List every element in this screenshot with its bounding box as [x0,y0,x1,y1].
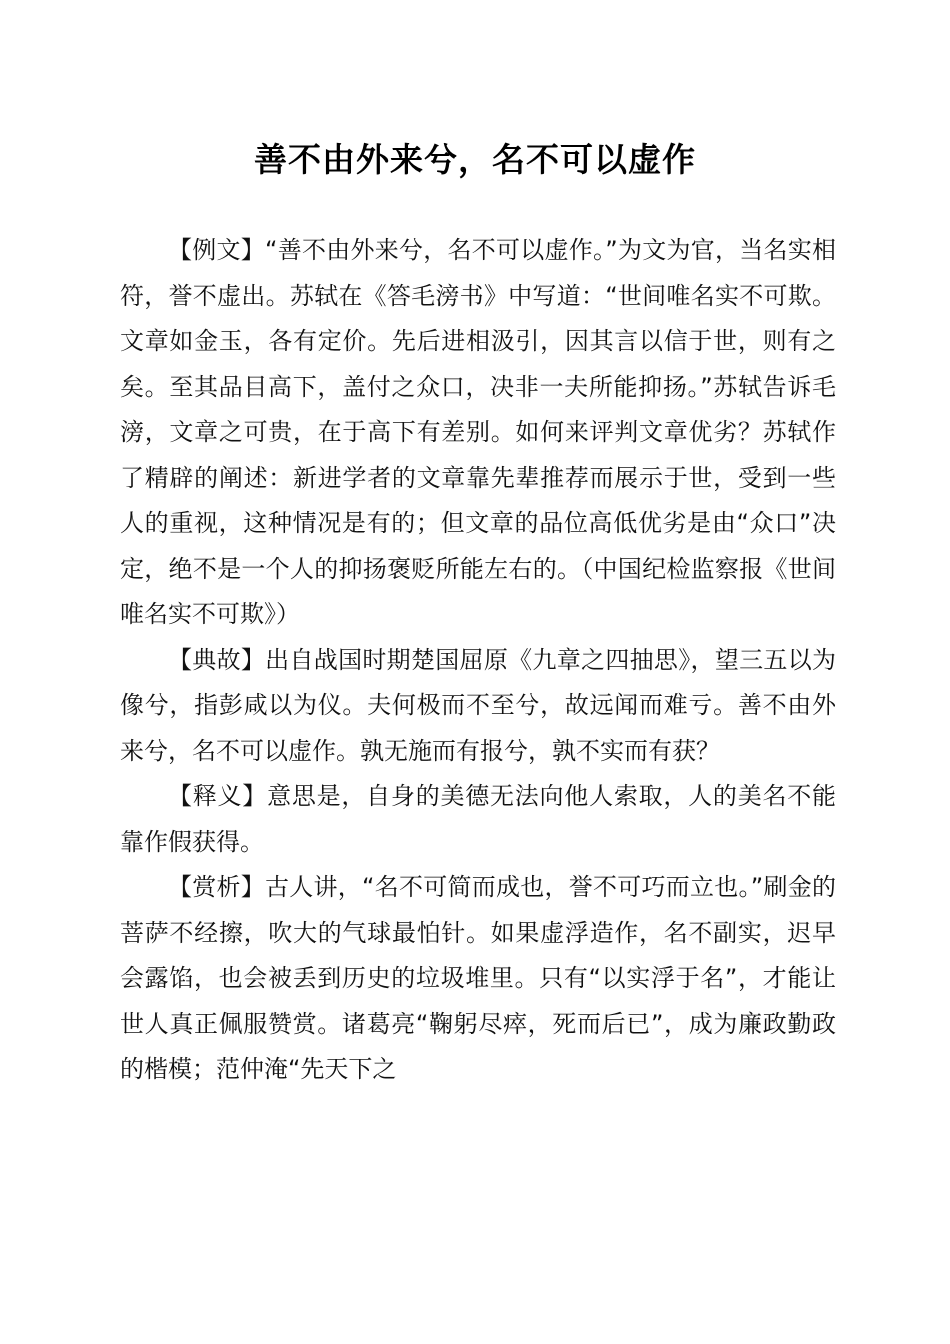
paragraph-allusion: 【典故】出自战国时期楚国屈原《九章之四抽思》，望三五以为像兮，指彭咸以为仪。夫何极而不至兮，故远闻而难亏。善不由外来兮，名不可以虚作。孰无施而有报兮，孰不实而有获？ [120,645,836,765]
document-title: 善不由外来兮，名不可以虚作 [254,140,696,179]
document-body [120,228,836,1093]
paragraph-meaning: 【释义】意思是，自身的美德无法向他人索取，人的美名不能靠作假获得。 [120,782,836,856]
paragraph-appreciation: 【赏析】古人讲，“名不可简而成也，誉不可巧而立也。”刷金的菩萨不经擦，吹大的气球最怕针。如果虚浮造作，名不副实，迟早会露馅，也会被丢到历史的垃圾堆里。只有“以实浮于名”，才能让世人真正佩服赞赏。诸葛亮“鞠躬尽瘁，死而后已”，成为廉政勤政的楷模；范仲淹“先天下之 [120,873,836,1083]
paragraph-example: 【例文】“善不由外来兮，名不可以虚作。”为文为官，当名实相符，誉不虚出。苏轼在《答毛滂书》中写道：“世间唯名实不可欺。文章如金玉，各有定价。先后进相汲引，因其言以信于世，则有之矣。至其品目高下，盖付之众口，决非一夫所能抑扬。”苏轼告诉毛滂，文章之可贵，在于高下有差别。如何来评判文章优劣？苏轼作了精辟的阐述：新进学者的文章靠先辈推荐而展示于世，受到一些人的重视，这种情况是有的；但文章的品位高低优劣是由“众口”决定，绝不是一个人的抑扬褒贬所能左右的。（中国纪检监察报《世间唯名实不可欺》） [120,236,836,628]
